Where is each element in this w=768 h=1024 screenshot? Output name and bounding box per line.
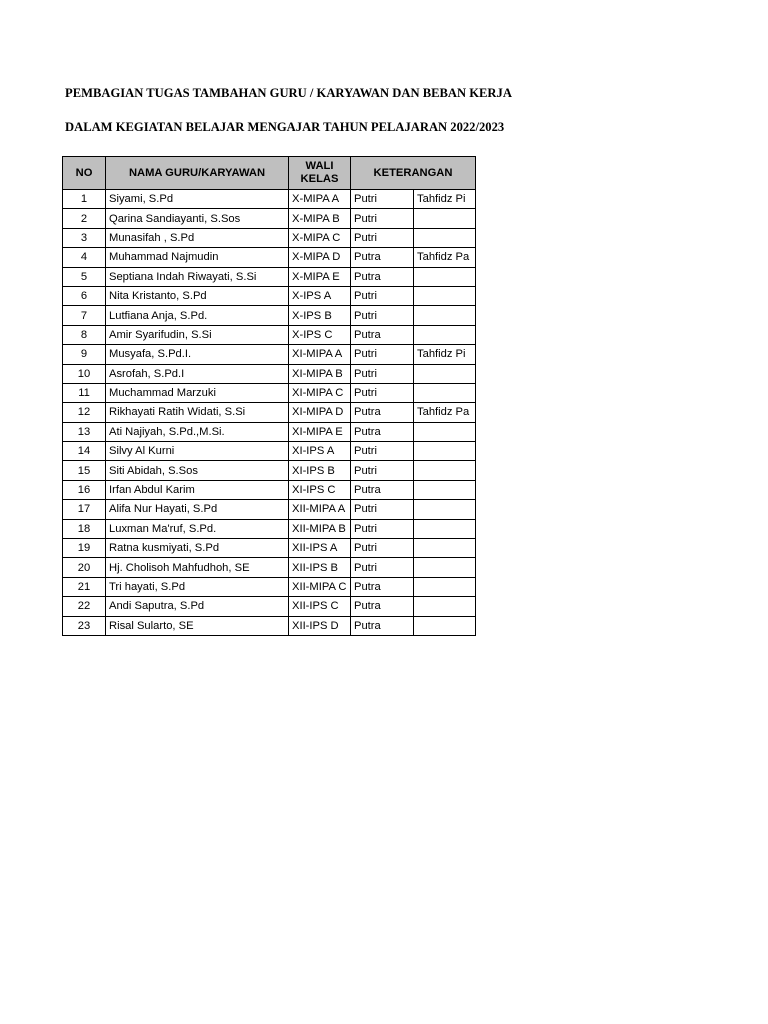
table-row <box>63 325 476 344</box>
teacher-name-cell: Hj. Cholisoh Mahfudhoh, SE <box>106 558 289 577</box>
note-cell <box>414 442 476 461</box>
wali-kelas-cell: XII-MIPA C <box>289 577 351 596</box>
gender-cell: Putra <box>351 403 414 422</box>
note-cell <box>414 461 476 480</box>
row-number-cell: 2 <box>63 209 106 228</box>
note-cell: Tahfidz Pi <box>414 345 476 364</box>
teacher-name-cell: Siti Abidah, S.Sos <box>106 461 289 480</box>
note-cell <box>414 500 476 519</box>
note-cell <box>414 209 476 228</box>
note-cell <box>414 325 476 344</box>
teacher-name-cell: Nita Kristanto, S.Pd <box>106 286 289 305</box>
table-row <box>63 209 476 228</box>
table-row <box>63 345 476 364</box>
gender-cell: Putri <box>351 383 414 402</box>
teacher-name-cell: Tri hayati, S.Pd <box>106 577 289 596</box>
teacher-name-cell: Musyafa, S.Pd.I. <box>106 345 289 364</box>
teacher-name-cell: Septiana Indah Riwayati, S.Si <box>106 267 289 286</box>
gender-cell: Putra <box>351 616 414 635</box>
table-row <box>63 597 476 616</box>
wali-kelas-cell: X-IPS A <box>289 286 351 305</box>
teacher-name-cell: Muchammad Marzuki <box>106 383 289 402</box>
note-cell: Tahfidz Pi <box>414 190 476 209</box>
note-cell <box>414 558 476 577</box>
table-row <box>63 577 476 596</box>
table-row <box>63 519 476 538</box>
gender-cell: Putri <box>351 442 414 461</box>
gender-cell: Putri <box>351 558 414 577</box>
row-number-cell: 1 <box>63 190 106 209</box>
row-number-cell: 6 <box>63 286 106 305</box>
gender-cell: Putri <box>351 286 414 305</box>
table-row <box>63 248 476 267</box>
teacher-name-cell: Asrofah, S.Pd.I <box>106 364 289 383</box>
wali-kelas-cell: XII-IPS B <box>289 558 351 577</box>
note-cell <box>414 480 476 499</box>
wali-kelas-cell: XI-MIPA D <box>289 403 351 422</box>
teacher-name-cell: Munasifah , S.Pd <box>106 228 289 247</box>
wali-kelas-cell: XII-MIPA B <box>289 519 351 538</box>
teacher-name-cell: Rikhayati Ratih Widati, S.Si <box>106 403 289 422</box>
table-row <box>63 480 476 499</box>
table-row <box>63 286 476 305</box>
note-cell <box>414 597 476 616</box>
row-number-cell: 7 <box>63 306 106 325</box>
wali-kelas-cell: X-MIPA A <box>289 190 351 209</box>
header-row <box>63 157 476 190</box>
wali-kelas-cell: X-IPS B <box>289 306 351 325</box>
teacher-assignment-table <box>62 156 476 636</box>
gender-cell: Putra <box>351 480 414 499</box>
table-row <box>63 228 476 247</box>
gender-cell: Putra <box>351 267 414 286</box>
gender-cell: Putri <box>351 539 414 558</box>
wali-kelas-cell: X-MIPA D <box>289 248 351 267</box>
table-row <box>63 383 476 402</box>
wali-kelas-cell: XI-IPS C <box>289 480 351 499</box>
teacher-name-cell: Ati Najiyah, S.Pd.,M.Si. <box>106 422 289 441</box>
table-body <box>63 190 476 636</box>
teacher-name-cell: Amir Syarifudin, S.Si <box>106 325 289 344</box>
row-number-cell: 22 <box>63 597 106 616</box>
gender-cell: Putri <box>351 209 414 228</box>
table-row <box>63 558 476 577</box>
wali-kelas-cell: X-MIPA E <box>289 267 351 286</box>
table-row <box>63 616 476 635</box>
row-number-cell: 4 <box>63 248 106 267</box>
wali-kelas-cell: XI-MIPA E <box>289 422 351 441</box>
note-cell: Tahfidz Pa <box>414 403 476 422</box>
gender-cell: Putra <box>351 577 414 596</box>
wali-kelas-cell: XII-IPS A <box>289 539 351 558</box>
gender-cell: Putri <box>351 461 414 480</box>
table-row <box>63 500 476 519</box>
table-row <box>63 422 476 441</box>
teacher-name-cell: Muhammad Najmudin <box>106 248 289 267</box>
row-number-cell: 17 <box>63 500 106 519</box>
teacher-name-cell: Silvy Al Kurni <box>106 442 289 461</box>
note-cell <box>414 422 476 441</box>
note-cell: Tahfidz Pa <box>414 248 476 267</box>
header-no: NO <box>63 157 106 190</box>
row-number-cell: 12 <box>63 403 106 422</box>
table-row <box>63 461 476 480</box>
gender-cell: Putra <box>351 325 414 344</box>
note-cell <box>414 228 476 247</box>
gender-cell: Putri <box>351 519 414 538</box>
wali-kelas-cell: XI-MIPA C <box>289 383 351 402</box>
wali-kelas-cell: X-MIPA B <box>289 209 351 228</box>
teacher-name-cell: Ratna kusmiyati, S.Pd <box>106 539 289 558</box>
row-number-cell: 15 <box>63 461 106 480</box>
row-number-cell: 19 <box>63 539 106 558</box>
teacher-name-cell: Alifa Nur Hayati, S.Pd <box>106 500 289 519</box>
table-row <box>63 442 476 461</box>
teacher-name-cell: Siyami, S.Pd <box>106 190 289 209</box>
teacher-name-cell: Lutfiana Anja, S.Pd. <box>106 306 289 325</box>
wali-kelas-cell: XII-IPS D <box>289 616 351 635</box>
wali-kelas-cell: XI-MIPA A <box>289 345 351 364</box>
wali-kelas-cell: XI-IPS B <box>289 461 351 480</box>
table-row <box>63 267 476 286</box>
wali-kelas-cell: XII-MIPA A <box>289 500 351 519</box>
wali-kelas-cell: XII-IPS C <box>289 597 351 616</box>
gender-cell: Putri <box>351 190 414 209</box>
wali-kelas-cell: X-IPS C <box>289 325 351 344</box>
wali-kelas-cell: XI-IPS A <box>289 442 351 461</box>
gender-cell: Putra <box>351 422 414 441</box>
note-cell <box>414 286 476 305</box>
gender-cell: Putri <box>351 306 414 325</box>
document-subtitle: DALAM KEGIATAN BELAJAR MENGAJAR TAHUN PELAJARAN 2022/2023 <box>65 120 505 134</box>
table-row <box>63 306 476 325</box>
note-cell <box>414 519 476 538</box>
row-number-cell: 9 <box>63 345 106 364</box>
table-header <box>63 157 476 190</box>
header-keterangan: KETERANGAN <box>351 157 476 190</box>
header-wali-kelas: WALI KELAS <box>289 157 351 190</box>
row-number-cell: 13 <box>63 422 106 441</box>
teacher-name-cell: Qarina Sandiayanti, S.Sos <box>106 209 289 228</box>
table-row <box>63 539 476 558</box>
row-number-cell: 14 <box>63 442 106 461</box>
row-number-cell: 5 <box>63 267 106 286</box>
gender-cell: Putri <box>351 345 414 364</box>
note-cell <box>414 306 476 325</box>
row-number-cell: 23 <box>63 616 106 635</box>
table-row <box>63 190 476 209</box>
gender-cell: Putra <box>351 248 414 267</box>
row-number-cell: 21 <box>63 577 106 596</box>
row-number-cell: 8 <box>63 325 106 344</box>
row-number-cell: 16 <box>63 480 106 499</box>
row-number-cell: 10 <box>63 364 106 383</box>
gender-cell: Putri <box>351 228 414 247</box>
gender-cell: Putri <box>351 500 414 519</box>
note-cell <box>414 267 476 286</box>
note-cell <box>414 383 476 402</box>
row-number-cell: 11 <box>63 383 106 402</box>
note-cell <box>414 364 476 383</box>
row-number-cell: 3 <box>63 228 106 247</box>
wali-kelas-cell: X-MIPA C <box>289 228 351 247</box>
note-cell <box>414 616 476 635</box>
document-title: PEMBAGIAN TUGAS TAMBAHAN GURU / KARYAWAN DAN BEBAN KERJA <box>65 86 512 100</box>
row-number-cell: 20 <box>63 558 106 577</box>
header-name: NAMA GURU/KARYAWAN <box>106 157 289 190</box>
teacher-name-cell: Andi Saputra, S.Pd <box>106 597 289 616</box>
table-row <box>63 364 476 383</box>
note-cell <box>414 539 476 558</box>
table-row <box>63 403 476 422</box>
teacher-name-cell: Risal Sularto, SE <box>106 616 289 635</box>
row-number-cell: 18 <box>63 519 106 538</box>
teacher-name-cell: Luxman Ma'ruf, S.Pd. <box>106 519 289 538</box>
wali-kelas-cell: XI-MIPA B <box>289 364 351 383</box>
teacher-name-cell: Irfan Abdul Karim <box>106 480 289 499</box>
note-cell <box>414 577 476 596</box>
gender-cell: Putra <box>351 597 414 616</box>
gender-cell: Putri <box>351 364 414 383</box>
